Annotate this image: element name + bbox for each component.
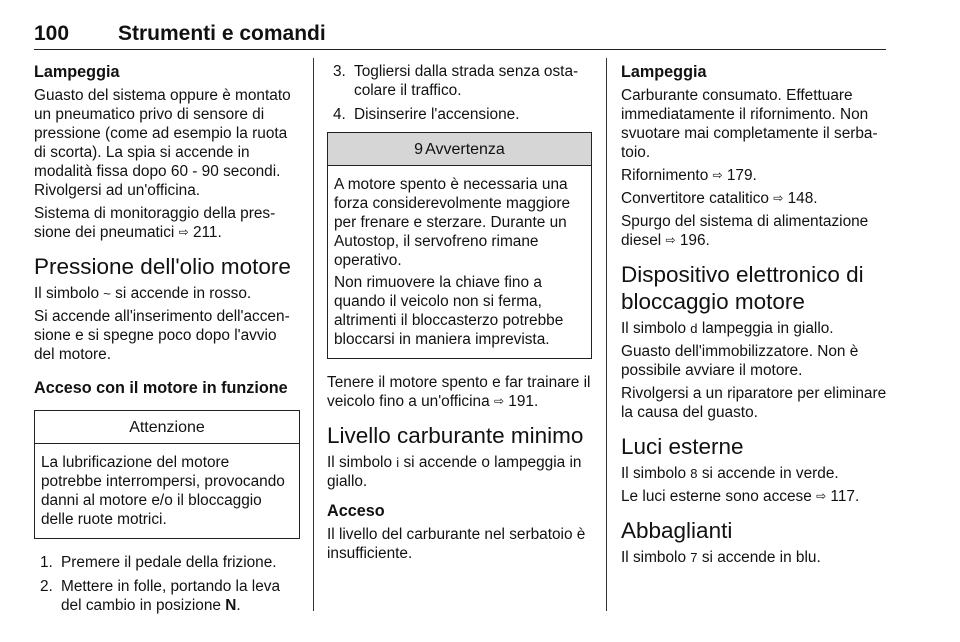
immo-text-post: lampeggia in giallo. <box>701 320 834 337</box>
heading-fuel-level: Livello carburante minimo <box>327 423 584 448</box>
arrow-ref-icon: ⇨ <box>816 489 827 503</box>
paragraph-tow <box>327 373 592 411</box>
warning-box-p2: Non rimuovere la chiave fino a quando il veicolo non si ferma, altrimenti il bloccasterzo potrebbe bloccarsi in maniera imprevista. <box>334 274 564 348</box>
page-link-196[interactable]: 196. <box>679 232 710 249</box>
arrow-ref-icon: ⇨ <box>493 394 504 408</box>
lights-on-text: Le luci esterne sono accese <box>621 488 812 505</box>
page-link-191[interactable]: 191. <box>508 393 539 410</box>
page-link-179[interactable]: 179. <box>726 167 757 184</box>
paragraph-fuel-symbol <box>327 453 592 491</box>
arrow-ref-icon: ⇨ <box>178 225 189 239</box>
header-divider <box>34 49 886 50</box>
gear-neutral-label: N <box>225 597 237 614</box>
column-3 <box>621 62 887 571</box>
tow-text: Tenere il motore spento e far trainare il veicolo fino a un'officina <box>327 374 591 410</box>
heading-immobilizer: Dispositivo elettronico di bloccaggio motore <box>621 262 864 314</box>
list-item <box>327 105 592 124</box>
warning-title-text: Avvertenza <box>425 141 505 158</box>
lights-text-pre: Il simbolo <box>621 465 687 482</box>
heading-exterior-lights: Luci esterne <box>621 434 744 459</box>
paragraph-ref-refuel <box>621 166 887 185</box>
caution-box-text: La lubrificazione del motore potrebbe interrompersi, provocando danni al motore e/o il bloccaggio delle ruote motrici. <box>41 454 285 528</box>
chapter-title: Strumenti e comandi <box>118 22 326 45</box>
warning-box-p1: A motore spento è necessaria una forza considerevolmente maggiore per frenare e sterzare. Durante un Autostop, il servofreno rimane operativo. <box>334 176 571 269</box>
paragraph-ref-diesel <box>621 212 887 250</box>
steps-list-2 <box>327 62 592 124</box>
caution-box <box>34 410 300 539</box>
high-beam-icon: 7 <box>690 550 698 565</box>
subheading-acceso: Acceso <box>327 502 385 520</box>
step-text: Togliersi dalla strada senza ostacolare il traffico. <box>354 63 579 99</box>
column-divider-2 <box>606 58 607 611</box>
step-end: . <box>236 597 241 614</box>
step-number: 1. <box>40 554 53 571</box>
heading-oil-pressure: Pressione dell'olio motore <box>34 254 291 279</box>
paragraph-immo-symbol <box>621 319 887 338</box>
high-text-pre: Il simbolo <box>621 549 687 566</box>
paragraph-oil-ignition: Si accende all'inserimento dell'accensione e si spegne poco dopo l'avvio del motore. <box>34 308 290 363</box>
caution-box-title: Attenzione <box>35 411 299 444</box>
step-text: Disinserire l'accensione. <box>354 106 520 123</box>
paragraph-tpms-fault: Guasto del sistema oppure è montato un pneumatico privo di sensore di pressione (come ad esempio la ruota di scorta). La spia si accende in modalità fissa dopo 60 - 90 secondi. Rivolgersi ad un'officina. <box>34 87 291 199</box>
column-divider-1 <box>313 58 314 611</box>
list-item <box>34 553 300 572</box>
warning-box-title <box>328 133 591 166</box>
exterior-lights-icon: 8 <box>690 466 698 481</box>
high-text-post: si accende in blu. <box>701 549 821 566</box>
page-link-117[interactable]: 117. <box>830 488 860 505</box>
lights-text-post: si accende in verde. <box>701 465 839 482</box>
fuel-text-pre: Il simbolo <box>327 454 393 471</box>
step-text: Mettere in folle, portando la leva del cambio in posizione <box>61 578 281 614</box>
paragraph-high-beam-symbol <box>621 548 887 567</box>
warning-triangle-icon: 9 <box>414 141 424 158</box>
ref-text: Convertitore catalitico <box>621 190 769 207</box>
oil-can-icon: ~ <box>103 286 111 301</box>
heading-high-beam: Abbaglianti <box>621 518 733 543</box>
subheading-running: Acceso con il motore in funzione <box>34 379 288 397</box>
paragraph-immo-repair: Rivolgersi a un riparatore per eliminare la causa del guasto. <box>621 385 887 421</box>
arrow-ref-icon: ⇨ <box>712 168 723 182</box>
subheading-lampeggia-fuel: Lampeggia <box>621 63 707 81</box>
warning-box <box>327 132 592 359</box>
fuel-text-post: si accende o lampeggia in giallo. <box>327 454 582 490</box>
ref-text: Spurgo del sistema di alimentazione diesel <box>621 213 869 249</box>
immo-text-pre: Il simbolo <box>621 320 687 337</box>
paragraph-ref-catalytic <box>621 189 887 208</box>
arrow-ref-icon: ⇨ <box>665 233 676 247</box>
section-heading-lampeggia: Lampeggia <box>34 63 120 81</box>
step-number: 4. <box>333 106 346 123</box>
paragraph-fuel-empty: Carburante consumato. Effettuare immediatamente il rifornimento. Non svuotare mai completamente il serbatoio. <box>621 87 878 161</box>
page-number: 100 <box>34 22 70 45</box>
paragraph-lights-on <box>621 487 887 506</box>
arrow-ref-icon: ⇨ <box>773 191 784 205</box>
fuel-pump-icon: i <box>396 455 400 470</box>
page-link-148[interactable]: 148. <box>787 190 818 207</box>
list-item <box>327 62 592 100</box>
column-2 <box>327 62 592 567</box>
column-1 <box>34 62 300 620</box>
tpms-ref-text: Sistema di monitoraggio della pressione dei pneumatici <box>34 205 276 241</box>
paragraph-immo-fault: Guasto dell'immobilizzatore. Non è possibile avviare il motore. <box>621 343 859 379</box>
step-text: Premere il pedale della frizione. <box>61 554 277 571</box>
step-number: 3. <box>333 63 346 80</box>
list-item <box>34 577 300 615</box>
oil-text-post: si accende in rosso. <box>115 285 252 302</box>
oil-text-pre: Il simbolo <box>34 285 100 302</box>
page-link-211[interactable]: 211. <box>192 224 222 241</box>
page-header <box>34 22 886 52</box>
steps-list-1 <box>34 553 300 615</box>
immobilizer-icon: d <box>690 321 698 336</box>
step-number: 2. <box>40 578 53 595</box>
ref-text: Rifornimento <box>621 167 709 184</box>
paragraph-oil-symbol <box>34 284 300 303</box>
paragraph-fuel-low: Il livello del carburante nel serbatoio è insufficiente. <box>327 526 586 562</box>
paragraph-lights-symbol <box>621 464 887 483</box>
paragraph-tpms-ref <box>34 204 300 242</box>
